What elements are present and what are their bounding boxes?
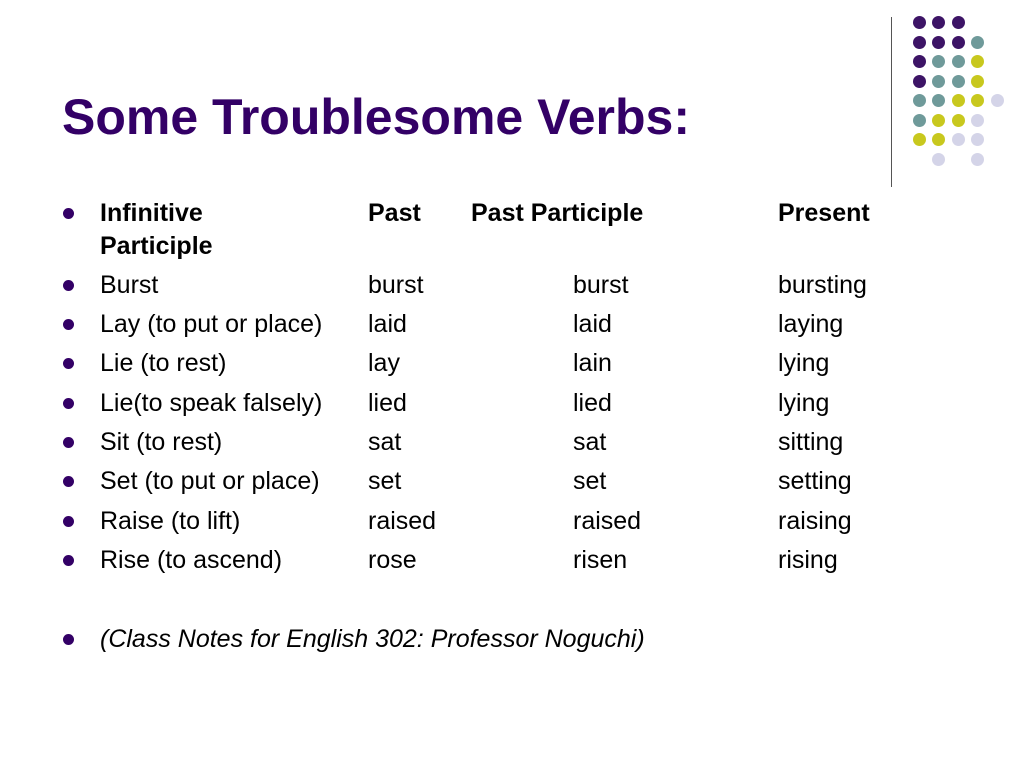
verb-past: lied — [368, 389, 407, 417]
verb-past: set — [368, 467, 402, 495]
decorative-divider — [891, 17, 892, 187]
verb-infinitive: Lie (to rest) — [100, 349, 227, 377]
bullet-icon — [63, 208, 74, 219]
decorative-dot — [913, 133, 926, 146]
decorative-dot — [913, 75, 926, 88]
verb-past-participle: burst — [573, 271, 629, 299]
header-present-participle: Present — [778, 199, 870, 227]
verb-past: laid — [368, 310, 407, 338]
decorative-dot — [913, 55, 926, 68]
verb-present-participle: lying — [778, 389, 830, 417]
verb-infinitive: Rise (to ascend) — [100, 546, 283, 574]
decorative-dot — [991, 94, 1004, 107]
verb-past: sat — [368, 428, 402, 456]
bullet-icon — [63, 398, 74, 409]
decorative-dot-grid — [906, 12, 1006, 172]
decorative-dot — [932, 55, 945, 68]
verb-past-participle: laid — [573, 310, 612, 338]
decorative-dot — [971, 55, 984, 68]
decorative-dot — [952, 55, 965, 68]
decorative-dot — [971, 75, 984, 88]
verb-present-participle: laying — [778, 310, 844, 338]
decorative-dot — [952, 16, 965, 29]
verb-present-participle: rising — [778, 546, 838, 574]
decorative-dot — [971, 36, 984, 49]
decorative-dot — [932, 133, 945, 146]
verb-past: rose — [368, 546, 417, 574]
bullet-icon — [63, 437, 74, 448]
bullet-icon — [63, 555, 74, 566]
verb-infinitive: Lay (to put or place) — [100, 310, 323, 338]
verb-past-participle: risen — [573, 546, 628, 574]
decorative-dot — [913, 36, 926, 49]
verb-past-participle: sat — [573, 428, 607, 456]
verb-infinitive: Burst — [100, 271, 159, 299]
decorative-dot — [932, 16, 945, 29]
decorative-dot — [971, 153, 984, 166]
slide-title: Some Troublesome Verbs: — [62, 89, 690, 145]
decorative-dot — [971, 114, 984, 127]
decorative-dot — [971, 133, 984, 146]
verb-past: burst — [368, 271, 424, 299]
bullet-icon — [63, 516, 74, 527]
decorative-dot — [913, 94, 926, 107]
class-note: (Class Notes for English 302: Professor Noguchi) — [100, 625, 645, 653]
decorative-dot — [932, 153, 945, 166]
decorative-dot — [932, 75, 945, 88]
header-past-participle: Past Participle — [471, 199, 644, 227]
verb-past-participle: raised — [573, 507, 642, 535]
decorative-dot — [932, 94, 945, 107]
bullet-icon — [63, 358, 74, 369]
bullet-icon — [63, 476, 74, 487]
verb-present-participle: raising — [778, 507, 852, 535]
verb-past-participle: lain — [573, 349, 612, 377]
decorative-dot — [952, 114, 965, 127]
header-past: Past — [368, 199, 421, 227]
bullet-icon — [63, 319, 74, 330]
verb-past: raised — [368, 507, 437, 535]
header-infinitive: Infinitive — [100, 199, 203, 227]
decorative-dot — [932, 114, 945, 127]
verb-present-participle: sitting — [778, 428, 844, 456]
verb-present-participle: lying — [778, 349, 830, 377]
decorative-dot — [913, 114, 926, 127]
decorative-dot — [952, 36, 965, 49]
verb-infinitive: Lie(to speak falsely) — [100, 389, 323, 417]
header-present-participle-cont: Participle — [100, 232, 213, 260]
bullet-icon — [63, 280, 74, 291]
decorative-dot — [932, 36, 945, 49]
verb-past: lay — [368, 349, 400, 377]
verb-infinitive: Set (to put or place) — [100, 467, 320, 495]
verb-present-participle: setting — [778, 467, 852, 495]
decorative-dot — [952, 75, 965, 88]
decorative-dot — [971, 94, 984, 107]
verb-infinitive: Raise (to lift) — [100, 507, 241, 535]
decorative-dot — [913, 16, 926, 29]
verb-past-participle: set — [573, 467, 607, 495]
decorative-dot — [952, 133, 965, 146]
verb-infinitive: Sit (to rest) — [100, 428, 223, 456]
decorative-dot — [952, 94, 965, 107]
verb-past-participle: lied — [573, 389, 612, 417]
verb-present-participle: bursting — [778, 271, 867, 299]
bullet-icon — [63, 634, 74, 645]
